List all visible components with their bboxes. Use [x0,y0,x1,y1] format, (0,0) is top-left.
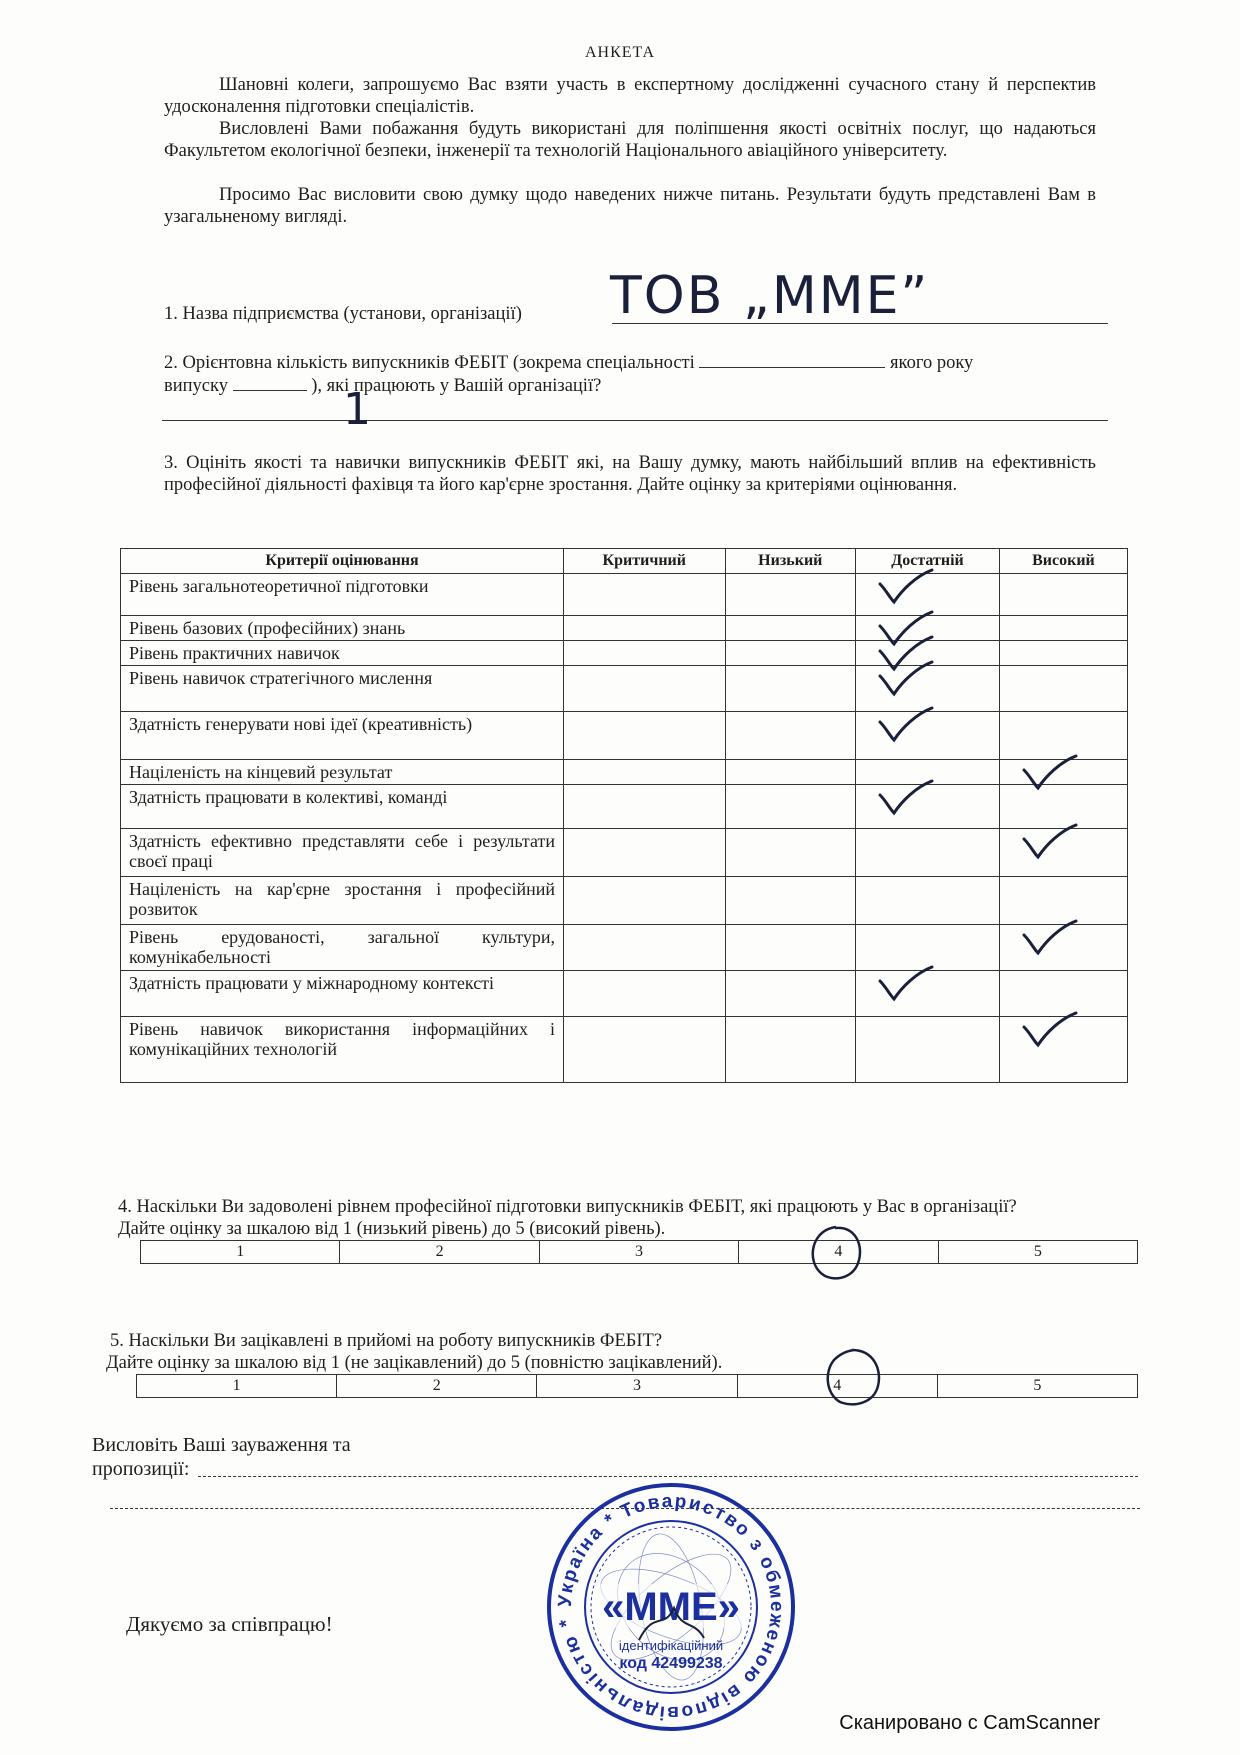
rating-cell-3 [856,925,1000,971]
criteria-table [120,548,1128,1083]
criterion-label: Здатність працювати у міжнародному контексті [121,971,564,1017]
criteria-row [121,971,1128,1017]
rating-cell-1 [564,760,726,785]
rating-cell-1 [564,925,726,971]
criteria-row [121,641,1128,666]
rating-cell-1 [564,616,726,641]
rating-cell-2 [725,574,856,616]
q2-text-release: випуску [164,376,228,396]
q5-scale-option[interactable]: 3 [537,1375,737,1397]
criteria-row [121,616,1128,641]
checkmark-icon [1020,823,1080,861]
stamp-ring-text: Україна * Товариство з обмеженою відповідальністю * [554,1490,788,1724]
checkmark-icon [1020,1011,1080,1049]
camscanner-footer: Сканировано с CamScanner [839,1712,1100,1734]
q4-scale-option[interactable]: 2 [340,1241,539,1263]
q2-line1 [164,352,973,374]
q4-selection-circle [805,1222,865,1284]
rating-cell-3 [856,877,1000,925]
criterion-label: Здатність працювати в колективі, команді [121,785,564,829]
q4-scale-option[interactable]: 3 [540,1241,739,1263]
criteria-header-row [121,549,1128,574]
criterion-label: Здатність генерувати нові ідеї (креативність) [121,712,564,760]
stamp-center-text: «ММЕ» [602,1585,740,1629]
rating-cell-2 [725,785,856,829]
criteria-row [121,666,1128,712]
q2-text-year: якого року [890,353,974,373]
checkmark-icon [876,568,936,606]
q2-answer-line [162,420,1108,421]
q5-selection-circle [818,1344,886,1412]
rating-cell-4 [999,925,1127,971]
criteria-row [121,829,1128,877]
rating-cell-1 [564,712,726,760]
rating-cell-1 [564,574,726,616]
q5-scale-option[interactable]: 4 [738,1375,938,1397]
rating-cell-4 [999,971,1127,1017]
wishes-label-2: пропозиції: [92,1458,190,1480]
header-critical: Критичний [564,549,726,574]
rating-cell-3 [856,971,1000,1017]
q4-scale-option[interactable]: 5 [1033,1243,1042,1260]
rating-cell-1 [564,971,726,1017]
criterion-label: Націленість на кінцевий результат [121,760,564,785]
criterion-label: Націленість на кар'єрне зростання і професійний розвиток [121,877,564,925]
q2-handwritten-answer: 1 [343,384,371,435]
checkmark-icon [876,965,936,1003]
q3-text: 3. Оцініть якості та навички випускників ФЕБІТ які, на Вашу думку, мають найбільший вплив на ефективність професійної діяльності фахівця та його кар'єрне зростання. Дайте оцінку за критеріями оцінювання. [164,453,1096,495]
criterion-label: Рівень навичок стратегічного мислення [121,666,564,712]
rating-cell-2 [725,616,856,641]
rating-cell-4 [999,785,1127,829]
q1-label: 1. Назва підприємства (установи, організації) [164,304,522,324]
q4-hint: Дайте оцінку за шкалою від 1 (низький рівень) до 5 (високий рівень). [118,1219,666,1239]
checkmark-icon [876,706,936,744]
rating-cell-2 [725,666,856,712]
stamp-code: код 42499238 [619,1655,723,1672]
rating-cell-1 [564,1017,726,1083]
rating-cell-3 [856,1017,1000,1083]
rating-cell-1 [564,641,726,666]
rating-cell-2 [725,1017,856,1083]
header-criteria: Критерії оцінювання [121,549,564,574]
rating-cell-4 [999,666,1127,712]
rating-cell-4 [999,574,1127,616]
thanks-text: Дякуємо за співпрацю! [126,1612,333,1636]
q2-text-start: 2. Орієнтовна кількість випускників ФЕБІТ (зокрема спеціальності [164,353,695,373]
rating-cell-2 [725,877,856,925]
wishes-line-1 [198,1476,1138,1477]
rating-cell-2 [725,641,856,666]
criterion-label: Рівень базових (професійних) знань [121,616,564,641]
criterion-label: Рівень практичних навичок [121,641,564,666]
q4-scale-option[interactable]: 1 [141,1241,340,1263]
header-sufficient: Достатній [856,549,1000,574]
rating-cell-2 [725,829,856,877]
rating-cell-2 [725,925,856,971]
rating-cell-3 [856,829,1000,877]
q5-text: 5. Наскільки Ви зацікавлені в прийомі на роботу випускників ФЕБІТ? [110,1331,663,1351]
criteria-row [121,785,1128,829]
intro-paragraph-2: Висловлені Вами побажання будуть використані для поліпшення якості освітніх послуг, що надаються Факультетом екологічної безпеки, інженерії та технологій Національного авіаційного університету. [164,119,1096,161]
q5-scale-option[interactable]: 2 [337,1375,537,1397]
q1-handwritten-answer: ТОВ „ММЕ” [610,266,930,326]
q2-year-blank [233,390,307,391]
criterion-label: Рівень загальнотеоретичної підготовки [121,574,564,616]
criteria-row [121,877,1128,925]
stamp-id-label: ідентифікаційний [618,1638,724,1653]
intro-paragraph-3: Просимо Вас висловити свою думку щодо наведених нижче питань. Результати будуть представлені Вам в узагальненому вигляді. [164,185,1096,227]
wishes-label-1: Висловіть Ваші зауваження та [92,1434,351,1456]
q5-rating-scale [136,1374,1138,1398]
criteria-row [121,712,1128,760]
company-stamp [544,1480,798,1734]
rating-cell-1 [564,785,726,829]
criteria-row [121,760,1128,785]
rating-cell-4 [999,1017,1127,1083]
rating-cell-1 [564,829,726,877]
q5-hint: Дайте оцінку за шкалою від 1 (не зацікавлений) до 5 (повністю зацікавлений). [106,1353,723,1373]
q2-text-end: ), які працюють у Вашій організації? [311,376,602,396]
intro-paragraph-1: Шановні колеги, запрошуємо Вас взяти участь в експертному дослідженні сучасного стану й перспектив удосконалення підготовки спеціалістів. [164,75,1096,117]
rating-cell-3 [856,712,1000,760]
q5-scale-option[interactable]: 1 [137,1375,337,1397]
rating-cell-2 [725,712,856,760]
rating-cell-3 [856,785,1000,829]
criteria-row [121,574,1128,616]
rating-cell-1 [564,877,726,925]
criteria-row [121,925,1128,971]
rating-cell-4 [999,616,1127,641]
criteria-row [121,1017,1128,1083]
criterion-label: Здатність ефективно представляти себе і результати своєї праці [121,829,564,877]
q2-specialty-blank [699,367,885,368]
form-title: АНКЕТА [584,44,656,61]
header-low: Низький [725,549,856,574]
rating-cell-4 [999,712,1127,760]
rating-cell-2 [725,971,856,1017]
rating-cell-2 [725,760,856,785]
q4-text: 4. Наскільки Ви задоволені рівнем професійної підготовки випускників ФЕБІТ, які працюють у Вас в організації? [118,1197,1017,1217]
rating-cell-4 [999,641,1127,666]
q2-line2 [164,375,601,397]
q5-scale-option[interactable]: 5 [1033,1377,1042,1394]
checkmark-icon [876,660,936,698]
header-high: Високий [999,549,1127,574]
checkmark-icon [1020,919,1080,957]
criterion-label: Рівень ерудованості, загальної культури, комунікабельності [121,925,564,971]
rating-cell-3 [856,666,1000,712]
rating-cell-4 [999,877,1127,925]
q4-scale-option[interactable]: 4 [739,1241,938,1263]
criterion-label: Рівень навичок використання інформаційних і комунікаційних технологій [121,1017,564,1083]
rating-cell-4 [999,760,1127,785]
checkmark-icon [876,779,936,817]
rating-cell-4 [999,829,1127,877]
q4-rating-scale [140,1240,1138,1264]
rating-cell-1 [564,666,726,712]
